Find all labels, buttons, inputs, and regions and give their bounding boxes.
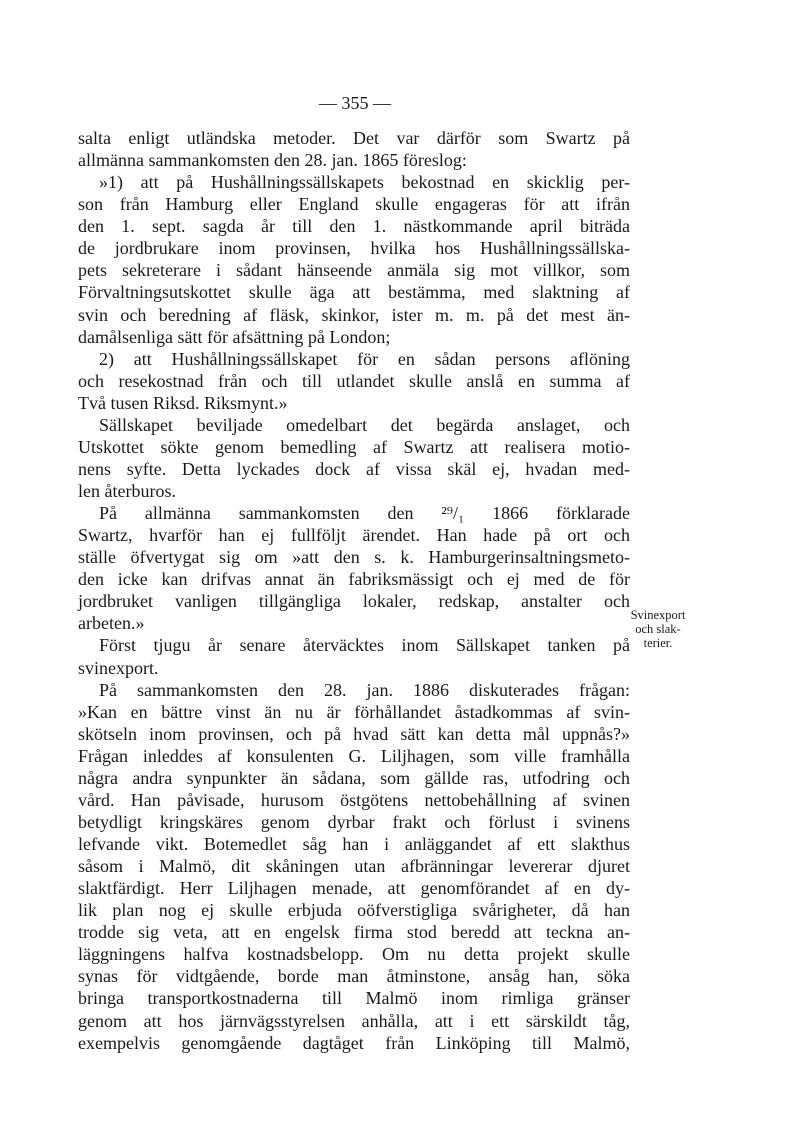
- paragraph: [78, 502, 630, 634]
- text-line: läggningens halfva kostnadsbelopp. Om nu detta projekt skulle: [78, 944, 630, 965]
- text-line: den icke kan drifvas annat än fabriksmässigt och ej med de för: [78, 569, 630, 590]
- text-line: pets sekreterare i sådant hänseende anmäla sig mot villkor, som: [78, 260, 630, 281]
- margin-note-line: och slak-: [635, 622, 681, 636]
- paragraph: [78, 127, 630, 171]
- text-line: och resekostnad från och till utlandet skulle anslå en summa af: [78, 370, 630, 391]
- text-line: len återburos.: [78, 481, 176, 501]
- text-line: Först tjugu år senare återväcktes inom Sällskapet tanken på: [99, 635, 630, 656]
- text-line: allmänna sammankomsten den 28. jan. 1865 föreslog:: [78, 150, 467, 171]
- text-line: Förvaltningsutskottet skulle äga att bestämma, med slaktning af: [78, 282, 630, 303]
- text-line: På sammankomsten den 28. jan. 1886 diskuterades frågan:: [99, 679, 630, 700]
- text-line: Swartz, hvarför han ej fullföljt ärendet. Han hade på ort och: [78, 525, 630, 546]
- paragraph: [78, 171, 630, 348]
- page-number: — 355 —: [319, 93, 391, 113]
- text-line: svin och beredning af fläsk, skinkor, ister m. m. på det mest än-: [78, 304, 630, 325]
- text-line: jordbruket vanligen tillgängliga lokaler, redskap, anstalter och: [78, 591, 630, 612]
- text-line: synas för vidtgående, borde man åtminstone, ansåg han, söka: [78, 966, 630, 987]
- text-line: Sällskapet beviljade omedelbart det begärda anslaget, och: [99, 414, 630, 435]
- text-line: lefvande vikt. Botemedlet såg han i anläggandet af ett slakthus: [78, 834, 630, 854]
- text-line: den 1. sept. sagda år till den 1. nästkommande april biträda: [78, 216, 630, 237]
- paragraph: [78, 679, 630, 1054]
- text-line: Frågan inleddes af konsulenten G. Liljhagen, som ville framhålla: [78, 745, 630, 766]
- text-line: ställe öfvertygat sig om »att den s. k. Hamburgerinsaltningsmeto-: [78, 547, 630, 568]
- body-text: [78, 127, 630, 1054]
- text-line: trodde sig veta, att en engelsk firma stod beredd att teckna an-: [78, 922, 630, 943]
- text-line: nens syfte. Detta lyckades dock af vissa skäl ej, hvadan med-: [78, 458, 630, 479]
- text-line: de jordbrukare inom provinsen, hvilka hos Hushållningssällska-: [78, 238, 630, 259]
- margin-note-line: Svinexport: [630, 608, 686, 622]
- text-line: exempelvis genomgående dagtåget från Linköping till Malmö,: [78, 1032, 630, 1053]
- paragraph: [78, 348, 630, 414]
- paragraph: [78, 414, 630, 502]
- text-line: Två tusen Riksd. Riksmynt.»: [78, 392, 288, 413]
- text-line: damålsenliga sätt för afsättning på London;: [78, 326, 391, 347]
- text-line: vård. Han påvisade, hurusom östgötens nettobehållning af svinen: [78, 789, 630, 810]
- paragraph: [78, 634, 630, 678]
- text-line: några andra synpunkter än sådana, som gällde ras, utfodring och: [78, 767, 630, 788]
- text-line: Utskottet sökte genom bemedling af Swartz att realisera motio-: [78, 436, 630, 457]
- text-line: bringa transportkostnaderna till Malmö inom rimliga gränser: [78, 988, 630, 1009]
- margin-note: [606, 608, 710, 650]
- text-line: salta enligt utländska metoder. Det var därför som Swartz på: [78, 128, 630, 148]
- text-line: genom att hos järnvägsstyrelsen anhålla, att i ett särskildt tåg,: [78, 1010, 630, 1031]
- text-line: son från Hamburg eller England skulle engageras för att ifrån: [78, 194, 630, 215]
- text-line: skötseln inom provinsen, och på hvad sätt kan detta mål uppnås?»: [78, 723, 630, 744]
- text-line: svinexport.: [78, 657, 159, 678]
- text-line: slaktfärdigt. Herr Liljhagen menade, att genomförandet af en dy-: [78, 878, 630, 899]
- text-line: På allmänna sammankomsten den ²⁹/₁ 1866 förklarade: [99, 503, 630, 524]
- text-line: såsom i Malmö, dit skåningen utan afbränningar levererar djuret: [78, 856, 630, 877]
- text-line: 2) att Hushållningssällskapet för en sådan persons aflöning: [99, 348, 630, 369]
- text-line: »1) att på Hushållningssällskapets bekostnad en skicklig per-: [99, 172, 630, 193]
- margin-note-line: terier.: [643, 636, 673, 650]
- text-line: betydligt kringskäres genom dyrbar frakt och förlust i svinens: [78, 811, 630, 832]
- text-line: lik plan nog ej skulle erbjuda oöfverstigliga svårigheter, då han: [78, 900, 630, 921]
- text-line: arbeten.»: [78, 613, 145, 634]
- text-line: »Kan en bättre vinst än nu är förhållandet åstadkommas af svin-: [78, 701, 630, 722]
